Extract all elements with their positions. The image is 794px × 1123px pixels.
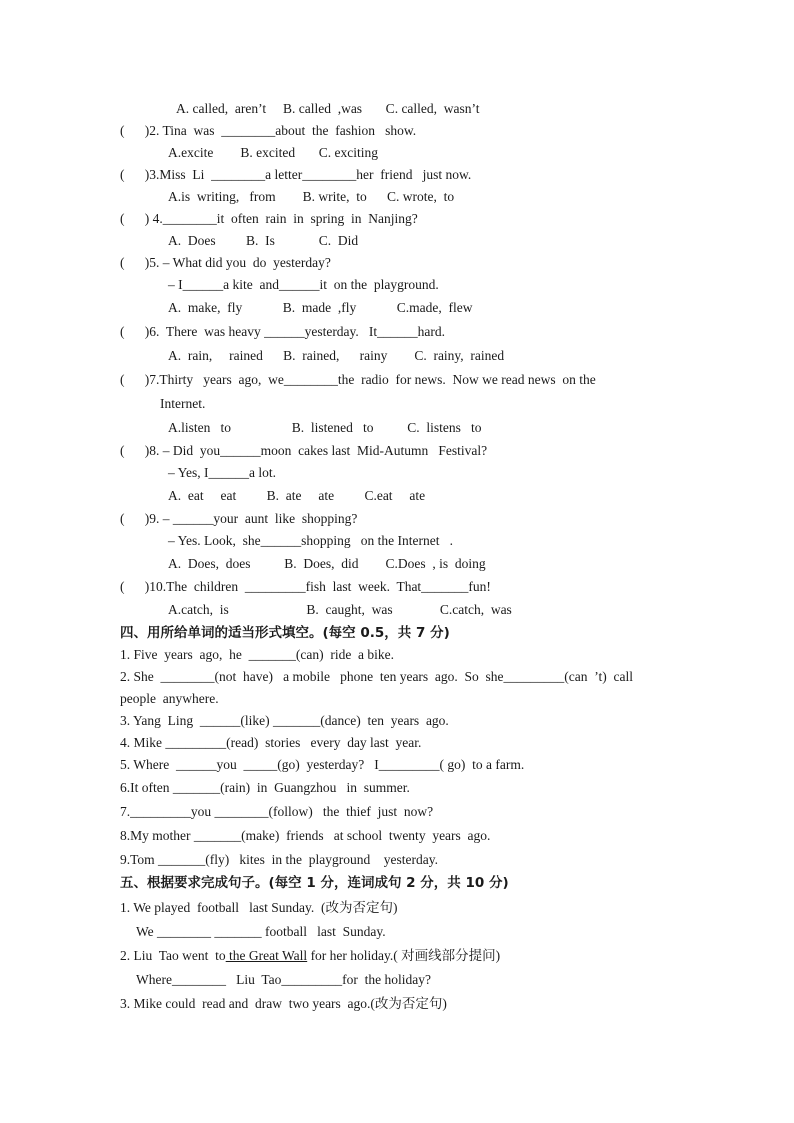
section-4-item: 7._________you ________(follow) the thief just now? xyxy=(120,804,434,819)
question-4-options: A. Does B. Is C. Did xyxy=(168,233,359,248)
question-2-stem: ( )2. Tina was ________about the fashion show. xyxy=(120,123,417,138)
section-4-item: 9.Tom _______(fly) kites in the playground yesterday. xyxy=(120,852,438,867)
section-4-item: 5. Where ______you _____(go) yesterday? I_________( go) to a farm. xyxy=(120,757,525,772)
section-5-sentence-2 xyxy=(120,947,500,965)
question-6-stem: ( )6. There was heavy ______yesterday. It______hard. xyxy=(120,324,446,339)
sentence-2-underlined-phrase: the Great Wall xyxy=(225,948,308,963)
section-5-answer-1: We ________ _______ football last Sunday. xyxy=(136,924,386,939)
question-8-line2: – Yes, I______a lot. xyxy=(168,465,277,480)
question-8-stem: ( )8. – Did you______moon cakes last Mid-Autumn Festival? xyxy=(120,443,488,458)
section-4-item: people anywhere. xyxy=(120,691,219,706)
section-5-sentence-3: 3. Mike could read and draw two years ago.(改为否定句) xyxy=(120,996,447,1011)
section-4-item: 4. Mike _________(read) stories every day last year. xyxy=(120,735,422,750)
question-10-options: A.catch, is B. caught, was C.catch, was xyxy=(168,602,512,617)
question-5-line2: – I______a kite and______it on the playground. xyxy=(168,277,439,292)
section-5-sentence-1: 1. We played football last Sunday. (改为否定句) xyxy=(120,900,398,915)
question-3-stem: ( )3.Miss Li ________a letter________her friend just now. xyxy=(120,167,472,182)
question-7-line2: Internet. xyxy=(160,396,206,411)
question-7-stem: ( )7.Thirty years ago, we________the radio for news. Now we read news on the xyxy=(120,372,596,387)
question-5-options: A. make, fly B. made ,fly C.made, flew xyxy=(168,300,473,315)
sentence-2-text-after: for her holiday.( 对画线部分提问) xyxy=(307,948,501,963)
question-7-options: A.listen to B. listened to C. listens to xyxy=(168,420,482,435)
question-6-options: A. rain, rained B. rained, rainy C. rainy, rained xyxy=(168,348,505,363)
q1-options: A. called, aren’t B. called ,was C. called, wasn’t xyxy=(176,101,480,116)
question-9-options: A. Does, does B. Does, did C.Does , is doing xyxy=(168,556,486,571)
section-4-item: 1. Five years ago, he _______(can) ride a bike. xyxy=(120,647,395,662)
section-4-item: 2. She ________(not have) a mobile phone ten years ago. So she_________(can ’t) call xyxy=(120,669,634,684)
question-9-stem: ( )9. – ______your aunt like shopping? xyxy=(120,511,358,526)
question-4-stem: ( ) 4.________it often rain in spring in Nanjing? xyxy=(120,211,418,226)
section-4-item: 3. Yang Ling ______(like) _______(dance) ten years ago. xyxy=(120,713,449,728)
question-3-options: A.is writing, from B. write, to C. wrote, to xyxy=(168,189,455,204)
section-4-item: 6.It often _______(rain) in Guangzhou in summer. xyxy=(120,780,410,795)
section-4-heading: 四、用所给单词的适当形式填空。(每空 0.5，共 7 分) xyxy=(120,625,450,641)
question-5-stem: ( )5. – What did you do yesterday? xyxy=(120,255,331,270)
question-2-options: A.excite B. excited C. exciting xyxy=(168,145,378,160)
section-5-heading: 五、根据要求完成句子。(每空 1 分，连词成句 2 分，共 10 分) xyxy=(120,875,509,891)
section-4-item: 8.My mother _______(make) friends at school twenty years ago. xyxy=(120,828,491,843)
section-5-answer-2: Where________ Liu Tao_________for the holiday? xyxy=(136,972,431,987)
question-9-line2: – Yes. Look, she______shopping on the Internet . xyxy=(168,533,453,548)
sentence-2-text-before: 2. Liu Tao went to xyxy=(120,948,226,963)
question-8-options: A. eat eat B. ate ate C.eat ate xyxy=(168,488,426,503)
question-10-stem: ( )10.The children _________fish last week. That_______fun! xyxy=(120,579,491,594)
